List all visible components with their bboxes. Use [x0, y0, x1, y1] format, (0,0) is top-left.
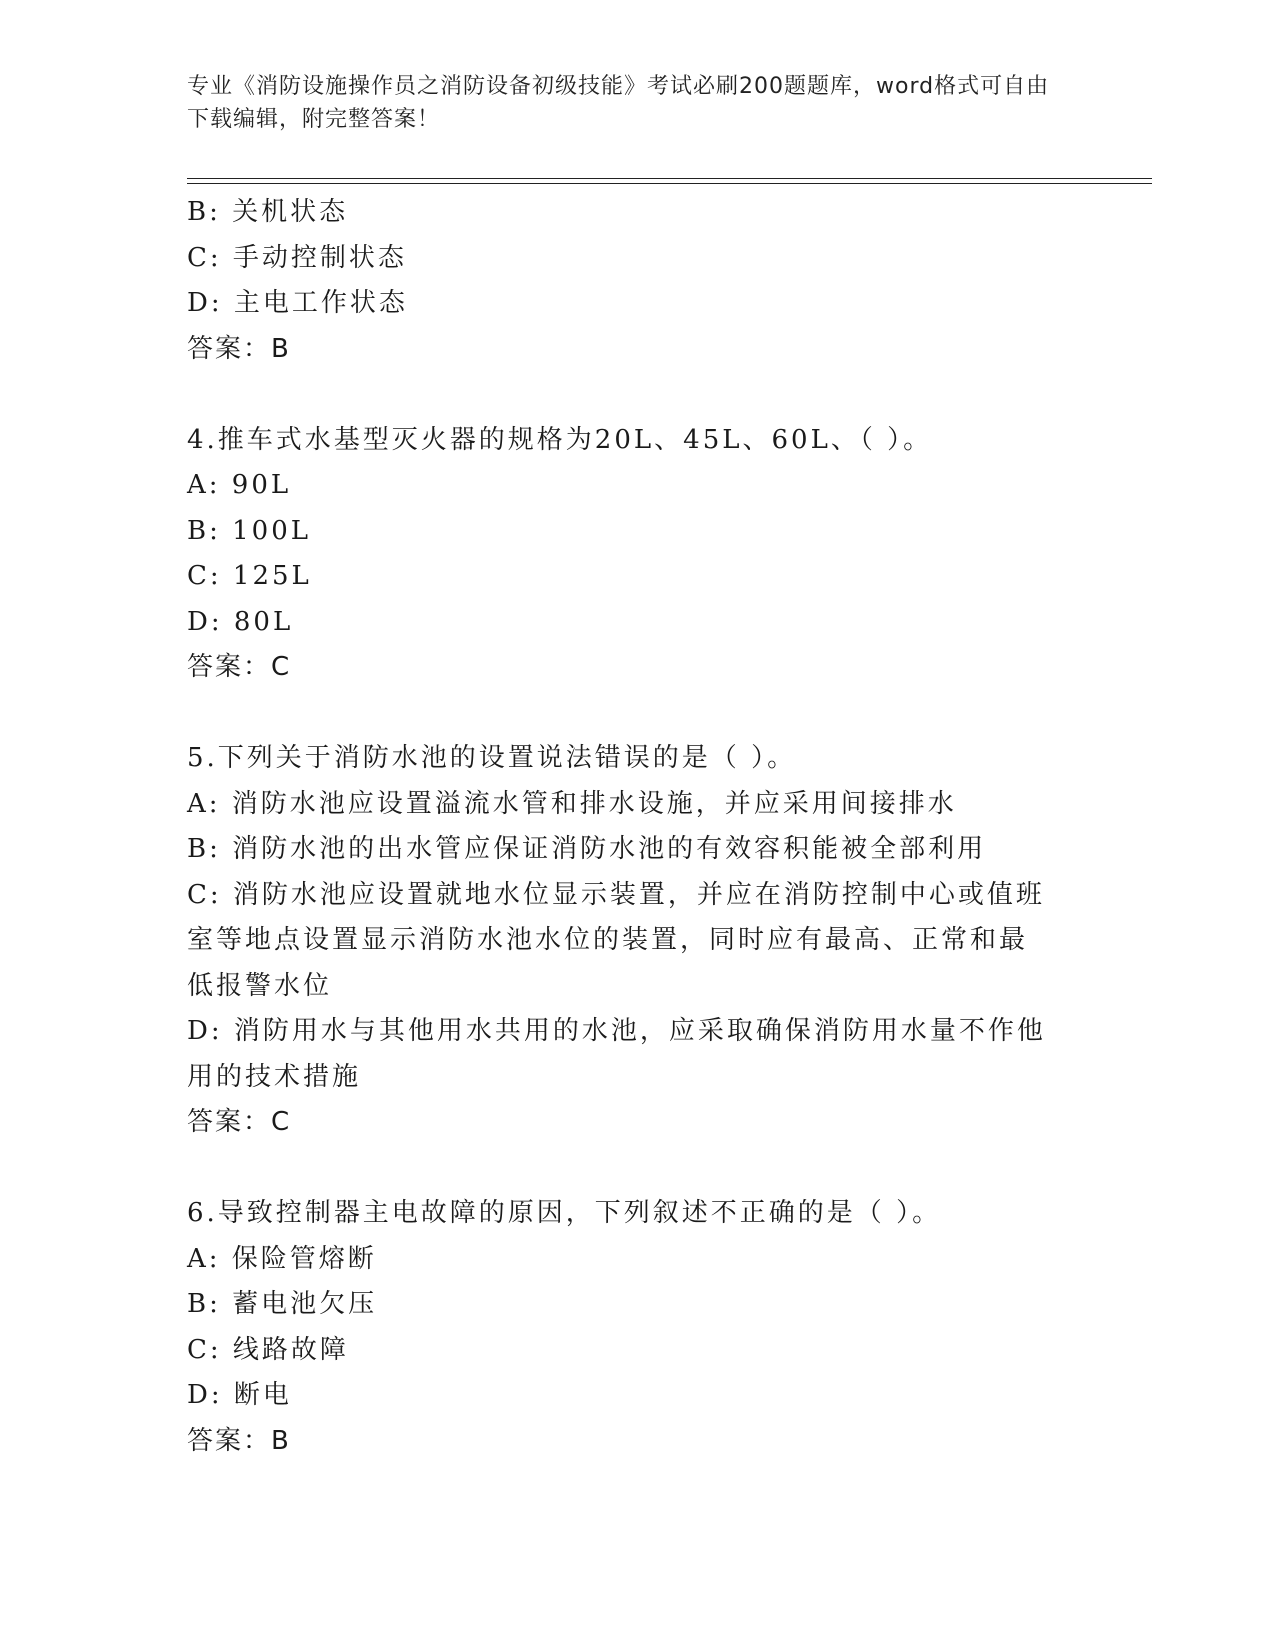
option-b: B: 消防水池的出水管应保证消防水池的有效容积能被全部利用 — [187, 834, 987, 864]
question-text: 4.推车式水基型灭火器的规格为20L、45L、60L、（ ）。 — [187, 424, 933, 455]
spacer — [187, 1146, 1087, 1192]
option-b: B: 100L — [187, 515, 312, 546]
answer-line: 答案：C — [187, 1107, 292, 1137]
option-c: C: 消防水池应设置就地水位显示装置，并应在消防控制中心或值班室等地点设置显示消防水池水位的装置，同时应有最高、正常和最低报警水位 — [187, 879, 1045, 1001]
option-c: C: 手动控制状态 — [187, 242, 407, 273]
option-b: B: 关机状态 — [187, 197, 349, 227]
option-d: D: 断电 — [187, 1380, 292, 1410]
question-block-3 — [187, 190, 1087, 372]
option-d: D: 消防用水与其他用水共用的水池，应采取确保消防用水量不作他用的技术措施 — [187, 1016, 1046, 1092]
question-block-6 — [187, 1191, 1087, 1464]
option-b: B: 蓄电池欠压 — [187, 1289, 378, 1319]
option-c: C: 125L — [187, 561, 312, 591]
header-divider-top — [187, 178, 1152, 179]
question-block-5 — [187, 736, 1087, 1146]
answer-line: 答案：B — [187, 1425, 291, 1456]
option-a: A: 保险管熔断 — [187, 1243, 377, 1274]
option-d: D: 80L — [187, 606, 294, 637]
option-a: A: 90L — [187, 470, 292, 500]
option-c: C: 线路故障 — [187, 1334, 349, 1365]
spacer — [187, 691, 1087, 737]
question-text: 5.下列关于消防水池的设置说法错误的是（ ）。 — [187, 743, 797, 773]
header-divider-bottom — [187, 183, 1152, 184]
answer-line: 答案：B — [187, 333, 291, 364]
document-header — [187, 70, 1067, 136]
question-list — [187, 190, 1087, 1464]
question-block-4 — [187, 418, 1087, 691]
option-d: D: 主电工作状态 — [187, 288, 408, 318]
option-a: A: 消防水池应设置溢流水管和排水设施，并应采用间接排水 — [187, 788, 957, 819]
spacer — [187, 372, 1087, 418]
answer-line: 答案：C — [187, 652, 292, 682]
question-text: 6.导致控制器主电故障的原因，下列叙述不正确的是（ ）。 — [187, 1198, 942, 1228]
header-title: 专业《消防设施操作员之消防设备初级技能》考试必刷200题题库，word格式可自由下载编辑，附完整答案！ — [187, 74, 1050, 132]
